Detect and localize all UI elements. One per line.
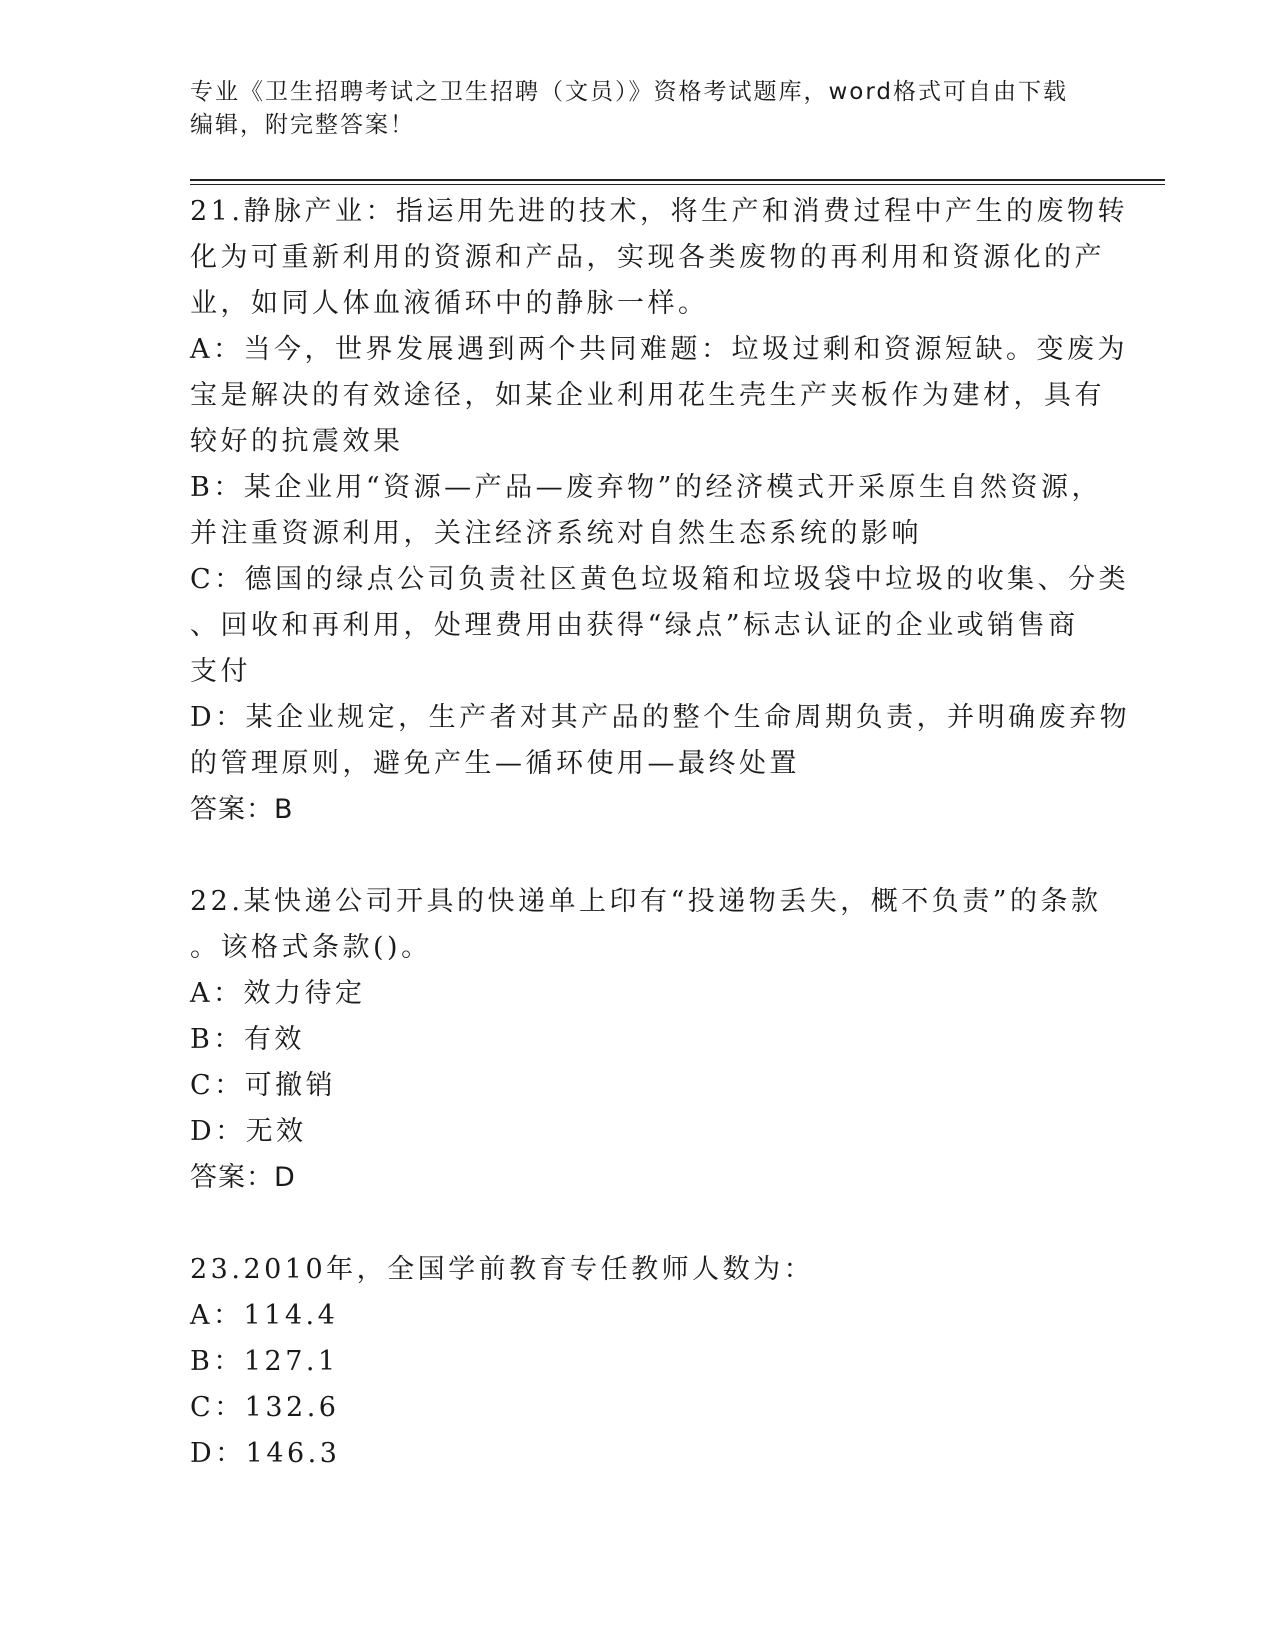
question-21-option-a: A：当今，世界发展遇到两个共同难题：垃圾过剩和资源短缺。变废为: [190, 334, 1128, 365]
question-22-option-c: C：可撤销: [190, 1070, 337, 1101]
header-line-1: 专业《卫生招聘考试之卫生招聘（文员）》资格考试题库，word格式可自由下载: [190, 79, 1069, 105]
question-23-option-a: A：114.4: [190, 1300, 339, 1331]
question-21-option-c: C：德国的绿点公司负责社区黄色垃圾箱和垃圾袋中垃圾的收集、分类: [190, 564, 1130, 595]
question-21-line: 21.静脉产业：指运用先进的技术，将生产和消费过程中产生的废物转: [190, 196, 1128, 227]
question-23-option-b: B：127.1: [190, 1346, 339, 1377]
question-21-option-c: 支付: [190, 656, 251, 687]
question-21-option-a: 宝是解决的有效途径，如某企业利用花生壳生产夹板作为建材，具有: [190, 380, 1105, 411]
question-21-option-c: 、回收和再利用，处理费用由获得“绿点”标志认证的企业或销售商: [190, 610, 1079, 641]
question-22-option-d: D：无效: [190, 1116, 307, 1147]
header-divider-thick: [190, 179, 1165, 181]
question-list: [190, 189, 1131, 1477]
question-21-option-a: 较好的抗震效果: [190, 426, 404, 457]
question-21-option-b: 并注重资源利用，关注经济系统对自然生态系统的影响: [190, 518, 922, 549]
question-21-answer: 答案：B: [190, 794, 294, 825]
question-22: [190, 879, 1102, 1201]
question-22-answer: 答案：D: [190, 1162, 296, 1193]
question-23-line: 23.2010年，全国学前教育专任教师人数为：: [190, 1254, 815, 1285]
question-21-option-d: 的管理原则，避免产生—循环使用—最终处置: [190, 748, 800, 779]
question-21-line: 化为可重新利用的资源和产品，实现各类废物的再利用和资源化的产: [190, 242, 1105, 273]
spacer: [190, 1201, 1090, 1247]
question-23-option-d: D：146.3: [190, 1438, 341, 1469]
question-21-option-b: B：某企业用“资源—产品—废弃物”的经济模式开采原生自然资源，: [190, 472, 1102, 503]
question-22-option-b: B：有效: [190, 1024, 305, 1055]
page-header: [190, 76, 1090, 142]
question-21: [190, 189, 1131, 833]
question-23-option-c: C：132.6: [190, 1392, 340, 1423]
question-22-line: 。该格式条款()。: [190, 932, 432, 963]
header-line-2: 编辑，附完整答案！: [190, 112, 415, 138]
question-22-option-a: A：效力待定: [190, 978, 366, 1009]
question-23: [190, 1247, 1090, 1477]
header-divider-thin: [190, 184, 1165, 185]
question-21-option-d: D：某企业规定，生产者对其产品的整个生命周期负责，并明确废弃物: [190, 702, 1131, 733]
question-21-line: 业，如同人体血液循环中的静脉一样。: [190, 288, 709, 319]
spacer: [190, 833, 1090, 879]
question-22-line: 22.某快递公司开具的快递单上印有“投递物丢失，概不负责”的条款: [190, 886, 1102, 917]
